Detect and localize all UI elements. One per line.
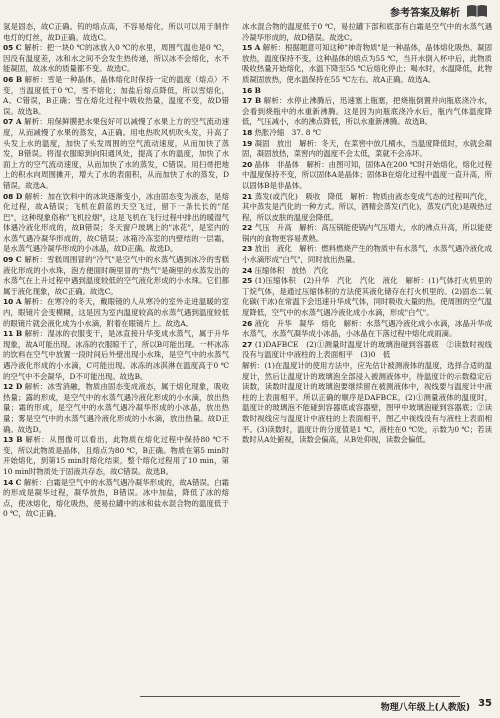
explanation-text: 液化 升华 凝华 熔化 解析：水蒸气遇冷液化成小水滴，冰晶升华成水蒸气，水蒸气凝华成小冰晶，小冰晶在下落过程中熔化成雨滴。 (242, 318, 492, 339)
answer-choice: B (254, 85, 261, 95)
answer-entry (242, 340, 492, 361)
explanation-text: 冰水混合物的温度低于0 ℃，易拉罐下部和底部有白霜是空气中的水蒸气遇冷凝华形成的，故D错误。故选C。 (242, 22, 492, 42)
question-number: 19 (242, 138, 253, 148)
answer-entry (242, 128, 492, 139)
question-number: 09 (3, 255, 14, 265)
answer-choice: B (254, 96, 262, 106)
question-number: 23 (242, 244, 253, 254)
answer-entry (242, 86, 492, 97)
explanation-text: 解析：湿冰的衣服变干，是冰直接升华变成水蒸气，属于升华现象，故A可能出现。冰冻的衣服晾干了，所以B可能出现。一杯冰冻的饮料在空气中放置一段时间后外壁出现小水珠，是空气中的水蒸气遇冷液化形成的小水滴，C可能出现。冰冻的冰淇淋在温度高于0 ℃的空气中不会凝华，D不可能出现。故选B。 (3, 329, 229, 381)
answer-choice: D (15, 191, 23, 201)
right-column (242, 22, 492, 686)
answer-entry (242, 139, 492, 160)
explanation-text: 解析：根据题意可知这种"神奇物质"是一种晶体，晶体熔化吸热、凝固放热，温度保持不变，这种晶体的熔点为55 ℃，当开水倒入杯中后，此物质吸收热量开始熔化，水温下降至55 ℃后熔化停止；喝水时，水温降低，此物质凝固放热，使水温保持在55 ℃左右。故A正确。故选A。 (242, 43, 492, 84)
question-number: 20 (242, 159, 253, 169)
page-number: 35 (478, 698, 492, 709)
answer-entry (242, 244, 492, 265)
answer-entry (3, 117, 229, 191)
left-column (3, 22, 229, 686)
answer-choice: D (15, 382, 23, 392)
answer-entry (3, 255, 229, 297)
answer-entry (242, 276, 492, 318)
answer-entry (3, 435, 229, 477)
explanation-text: 解析：白霜是空气中的水蒸气遇冷凝华形成的，故A错误。白霜的形成是凝华过程，凝华放热，B错误。冰中加盐，降低了冰的熔点，使冰熔化，熔化吸热，使易拉罐中的冰和盐水混合物的温度低于0 ℃，故C正确。 (3, 477, 229, 519)
answer-choice: C (15, 477, 22, 487)
answer-entry (242, 192, 492, 224)
answer-choice: A (254, 43, 261, 53)
book-icon (466, 3, 488, 18)
answer-entry (242, 96, 492, 128)
answer-entry (242, 22, 492, 43)
question-number: 25 (242, 276, 253, 286)
answer-entry (242, 361, 492, 446)
answer-entry (3, 478, 229, 520)
explanation-text: (1)DAFBCE (2)①测量时温度计的玻璃泡碰到容器底 ②读数时视线没有与温度计中液柱的上表面相平 (3)0 低 (242, 339, 492, 360)
answer-entry (3, 382, 229, 435)
explanation-text: 解析：在寒冷的冬天，戴眼镜的人从寒冷的室外走进温暖的室内，眼镜片会变模糊，这是因为室内温度较高的水蒸气遇到温度较低的眼镜片就会液化成为小水滴，附着在眼镜片上。故选A。 (3, 297, 229, 328)
footer-book-info: 物理八年级上(人教版) (380, 703, 470, 713)
answer-entry (3, 329, 229, 382)
answer-entry (3, 192, 229, 256)
question-number: 26 (242, 318, 253, 328)
answer-entry (3, 75, 229, 117)
question-number: 18 (242, 127, 253, 137)
question-number: 08 (3, 191, 14, 201)
page-header (0, 0, 500, 22)
explanation-text: 解析：冰雪消融，物质由固态变成液态，属于熔化现象，吸收热量；露的形成，是空气中的水蒸气遇冷液化形成的小水滴，放出热量；霜的形成，是空气中的水蒸气遇冷凝华形成的小冰晶，放出热量；雾是空气中的水蒸气遇冷液化形成的小水滴，放出热量。故D正确。故选D。 (3, 382, 229, 434)
answer-entry (3, 43, 229, 75)
answer-entry (242, 160, 492, 192)
question-number: 12 (3, 382, 14, 392)
header-title: 参考答案及解析 (390, 8, 460, 19)
question-number: 16 (242, 85, 253, 95)
answer-entry (3, 297, 229, 329)
explanation-text: 解析：从图像可以看出，此物质在熔化过程中保持80 ℃不变，所以此物质是晶体，且熔点为80 ℃，B正确。物质在第5 min时开始熔化，到第15 min时熔化结束，整个熔化过程用了10 min，第10 min时物质处于固液共存态，故C错误。故选B。 (3, 435, 229, 476)
explanation-text: 晶体 非晶体 解析：由图可知，固体A在200 ℃时开始熔化，熔化过程中温度保持不变，所以固体A是晶体；固体B在熔化过程中温度一直升高，所以固体B是非晶体。 (242, 159, 492, 190)
question-number: 14 (3, 477, 14, 487)
answer-entry (242, 319, 492, 340)
explanation-text: (1)压缩体积 (2)升华 汽化 汽化 液化 解析：(1)气体打火机里的丁烷气体，是通过压缩体积的方法使其液化储存在打火机里的。(2)固态二氧化碳(干冰)在常温下会迅速升华成气体，同时吸收大量的热，使周围的空气温度降低，空气中的水蒸气遇冷液化成小水滴，形成"白气"。 (242, 276, 492, 318)
explanation-text: 放出 液化 解析：燃料燃烧产生的物质中有水蒸气，水蒸气遇冷液化成小水滴形成"白气"，同时放出热量。 (242, 244, 492, 265)
explanation-text: 解析：雪糕周围冒的"冷气"是空气中的水蒸气遇到冰冷的雪糕液化形成的小水珠，泡方便面时碗里冒的"热气"是碗里的水蒸发出的水蒸气在上升过程中遇到温度较低的空气液化形成的小水珠。它们都属于液化现象，故C正确。故选C。 (3, 255, 229, 296)
question-number: 05 (3, 43, 14, 53)
question-number: 17 (242, 96, 253, 106)
question-number: 07 (3, 117, 14, 127)
question-number: 21 (242, 191, 253, 201)
question-number: 22 (242, 223, 253, 233)
page-footer (0, 686, 500, 718)
question-number: 10 (3, 297, 14, 307)
explanation-text: 气压 升高 解析：高压锅能使锅内气压增大，水的沸点升高，所以能使锅内的食物更容易煮熟。 (242, 223, 492, 243)
question-number: 15 (242, 43, 253, 53)
answer-choice: A (15, 117, 22, 127)
answer-entry (242, 43, 492, 85)
answer-entry (242, 266, 492, 277)
explanation-text: 解析：用保鲜膜把水果包好可以减慢了水果上方的空气流动速度，从而减慢了水果的蒸发，A正确。用电热吹风机吹头发，升高了头发上水的温度，加快了头发周围的空气流动速度，从而加快了蒸发，B错误。将湿衣服晾到向阳通风处，提高了水的温度，加快了水面上方的空气流动速度，从而加快了水的蒸发，C错误。用扫帚把地上的积水向周围摊开，增大了水的表面积，从而加快了水的蒸发，D错误。故选A。 (3, 117, 229, 190)
answer-choice: C (15, 43, 22, 53)
question-number: 24 (242, 265, 253, 275)
explanation-text: 氢是固态，故C正确。钨的熔点高，不容易熔化，所以可以用于制作电灯的灯丝，故D正确。故选C。 (3, 22, 229, 42)
question-number: 06 (3, 74, 14, 84)
answer-choice: B (15, 329, 23, 339)
explanation-text: 热胀冷缩 37. 8 ℃ (254, 127, 322, 137)
answer-entry (3, 22, 229, 43)
explanation-text: 蒸发(或汽化) 吸收 降低 解析：物质由液态变成气态的过程叫汽化，其中蒸发是汽化的一种方式。所以，酒精会蒸发(汽化)，蒸发(汽化)是吸热过程，所以皮肤的温度会降低。 (242, 191, 492, 222)
explanation-text: 解析：加在饮料中的冰块逐渐变小，冰由固态变为液态，是熔化过程，故A错误；飞机在蔚蓝的天空飞过，留下一条长长的"尾巴"，这种现象俗称"飞机拉烟"，这是飞机在飞行过程中排出的暖湿气体遇冷液化形成的，故B错误；冬天窗户玻璃上的"冰花"，是室内的水蒸气遇冷凝华形成的，故C错误；冰箱冷冻室的内壁结的一层霜，是水蒸气遇冷凝华形成的小冰晶，故D正确。故选D。 (3, 191, 229, 254)
question-number: 11 (3, 329, 14, 339)
answer-choice: B (15, 74, 23, 84)
answer-choice: B (16, 435, 23, 445)
question-number: 27 (242, 339, 253, 349)
footer-rule (140, 696, 460, 697)
answer-choice: C (15, 255, 22, 265)
explanation-text: 解析：(1)在温度计的使用方法中，应先估计被测液体的温度，选择合适的温度计，然后让温度计的玻璃泡全部浸入被测液体中，待温度计的示数稳定后读数，读数时温度计的玻璃泡要继续留在被测液体中，视线要与温度计中液柱的上表面相平。所以正确的顺序是DAFBCE。(2)①测量液体的温度时，温度计的玻璃泡不能碰到容器底或容器壁，图甲中玻璃泡碰到容器底；②读数时视线应与温度计中液柱的上表面相平，图乙中视线没有与液柱上表面相平。(3)读数时，温度计的分度值是1 ℃，液柱在0 ℃处，示数为0 ℃；若读数时从A处俯视，读数会偏高，从B处仰视，读数会偏低。 (242, 361, 492, 445)
answer-entry (242, 223, 492, 244)
explanation-text: 解析：雪是一种晶体，晶体熔化时保持一定的温度（熔点）不变，当温度低于0 ℃，雪不熔化；加盐后熔点降低，所以雪熔化，A、C错误，B正确；雪在熔化过程中吸收热量，温度不变，故D错误。故选B。 (3, 74, 229, 116)
explanation-text: 压缩体积 放热 汽化 (254, 265, 329, 275)
explanation-text: 解析：水停止沸腾后，迅速塞上瓶塞，把烧瓶倒置并向瓶底浇冷水，会看到烧瓶中的水重新沸腾。这是因为向瓶底浇冷水后，瓶内气体温度降低，气压减小，水的沸点降低，所以水重新沸腾。故选B。 (242, 96, 492, 127)
answer-choice: A (15, 297, 22, 307)
explanation-text: 凝固 放出 解析：冬天，在菜窖中放几桶水，当温度降低时，水就会凝固，凝固放热，菜窖内的温度不会太低，菜就不会冻坏。 (242, 138, 492, 159)
explanation-text: 解析：把一块0 ℃的冰放入0 ℃的水里，周围气温也是0 ℃，因没有温度差，冰和水之间不会发生热传递，所以冰不会熔化，水不能凝固，故冰水的质量都不变。故选C。 (3, 43, 229, 74)
question-number: 13 (3, 435, 14, 445)
